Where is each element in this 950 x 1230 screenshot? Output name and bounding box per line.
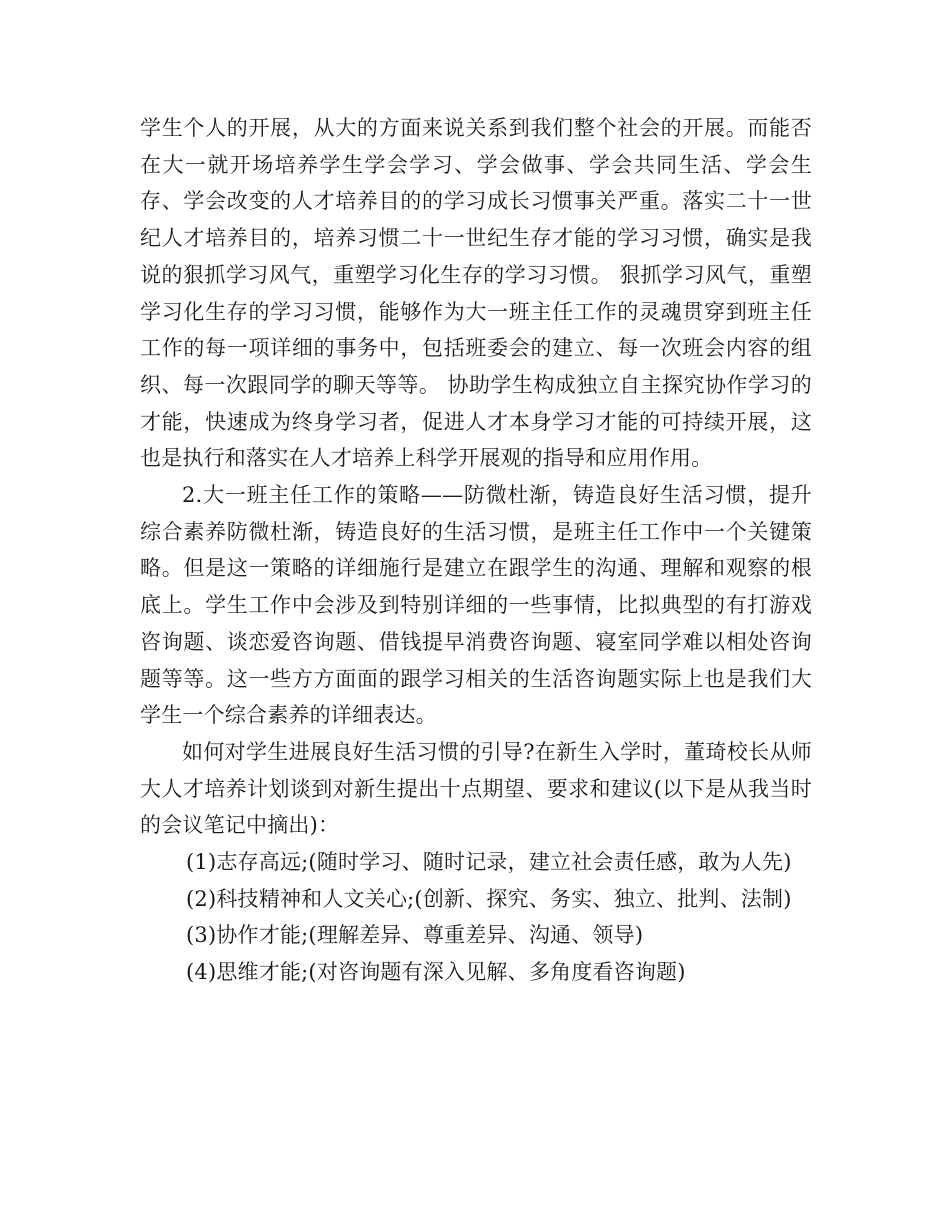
list-item-1: (1)志存高远;(随时学习、随时记录，建立社会责任感，敢为人先) bbox=[186, 850, 792, 875]
document-body bbox=[140, 110, 812, 991]
list-item-3: (3)协作才能;(理解差异、尊重差异、沟通、领导) bbox=[186, 923, 644, 948]
paragraph-1: 学生个人的开展，从大的方面来说关系到我们整个社会的开展。而能否在大一就开场培养学生学会学习、学会做事、学会共同生活、学会生存、学会改变的人才培养目的的学习成长习惯事关严重。落实二十一世纪人才培养目的，培养习惯二十一世纪生存才能的学习习惯，确实是我说的狠抓学习风气，重塑学习化生存的学习习惯。 狠抓学习风气，重塑学习化生存的学习习惯，能够作为大一班主任工作的灵魂贯穿到班主任工作的每一项详细的事务中，包括班委会的建立、每一次班会内容的组织、每一次跟同学的聊天等等。 协助学生构成独立自主探究协作学习的才能，快速成为终身学习者，促进人才本身学习才能的可持续开展，这也是执行和落实在人才培养上科学开展观的指导和应用作用。 bbox=[140, 116, 812, 471]
paragraph-3: 如何对学生进展良好生活习惯的引导?在新生入学时，董琦校长从师大人才培养计划谈到对新生提出十点期望、要求和建议(以下是从我当时的会议笔记中摘出)： bbox=[140, 739, 812, 838]
list-item-2: (2)科技精神和人文关心;(创新、探究、务实、独立、批判、法制) bbox=[186, 886, 792, 911]
paragraph-2: 2.大一班主任工作的策略——防微杜渐，铸造良好生活习惯，提升综合素养防微杜渐，铸造良好的生活习惯，是班主任工作中一个关键策略。但是这一策略的详细施行是建立在跟学生的沟通、理解和观察的根底上。学生工作中会涉及到特别详细的一些事情，比拟典型的有打游戏咨询题、谈恋爱咨询题、借钱提早消费咨询题、寝室同学难以相处咨询题等等。这一些方方面面的跟学习相关的生活咨询题实际上也是我们大学生一个综合素养的详细表达。 bbox=[140, 483, 812, 728]
list-item-4: (4)思维才能;(对咨询题有深入见解、多角度看咨询题) bbox=[186, 960, 686, 985]
